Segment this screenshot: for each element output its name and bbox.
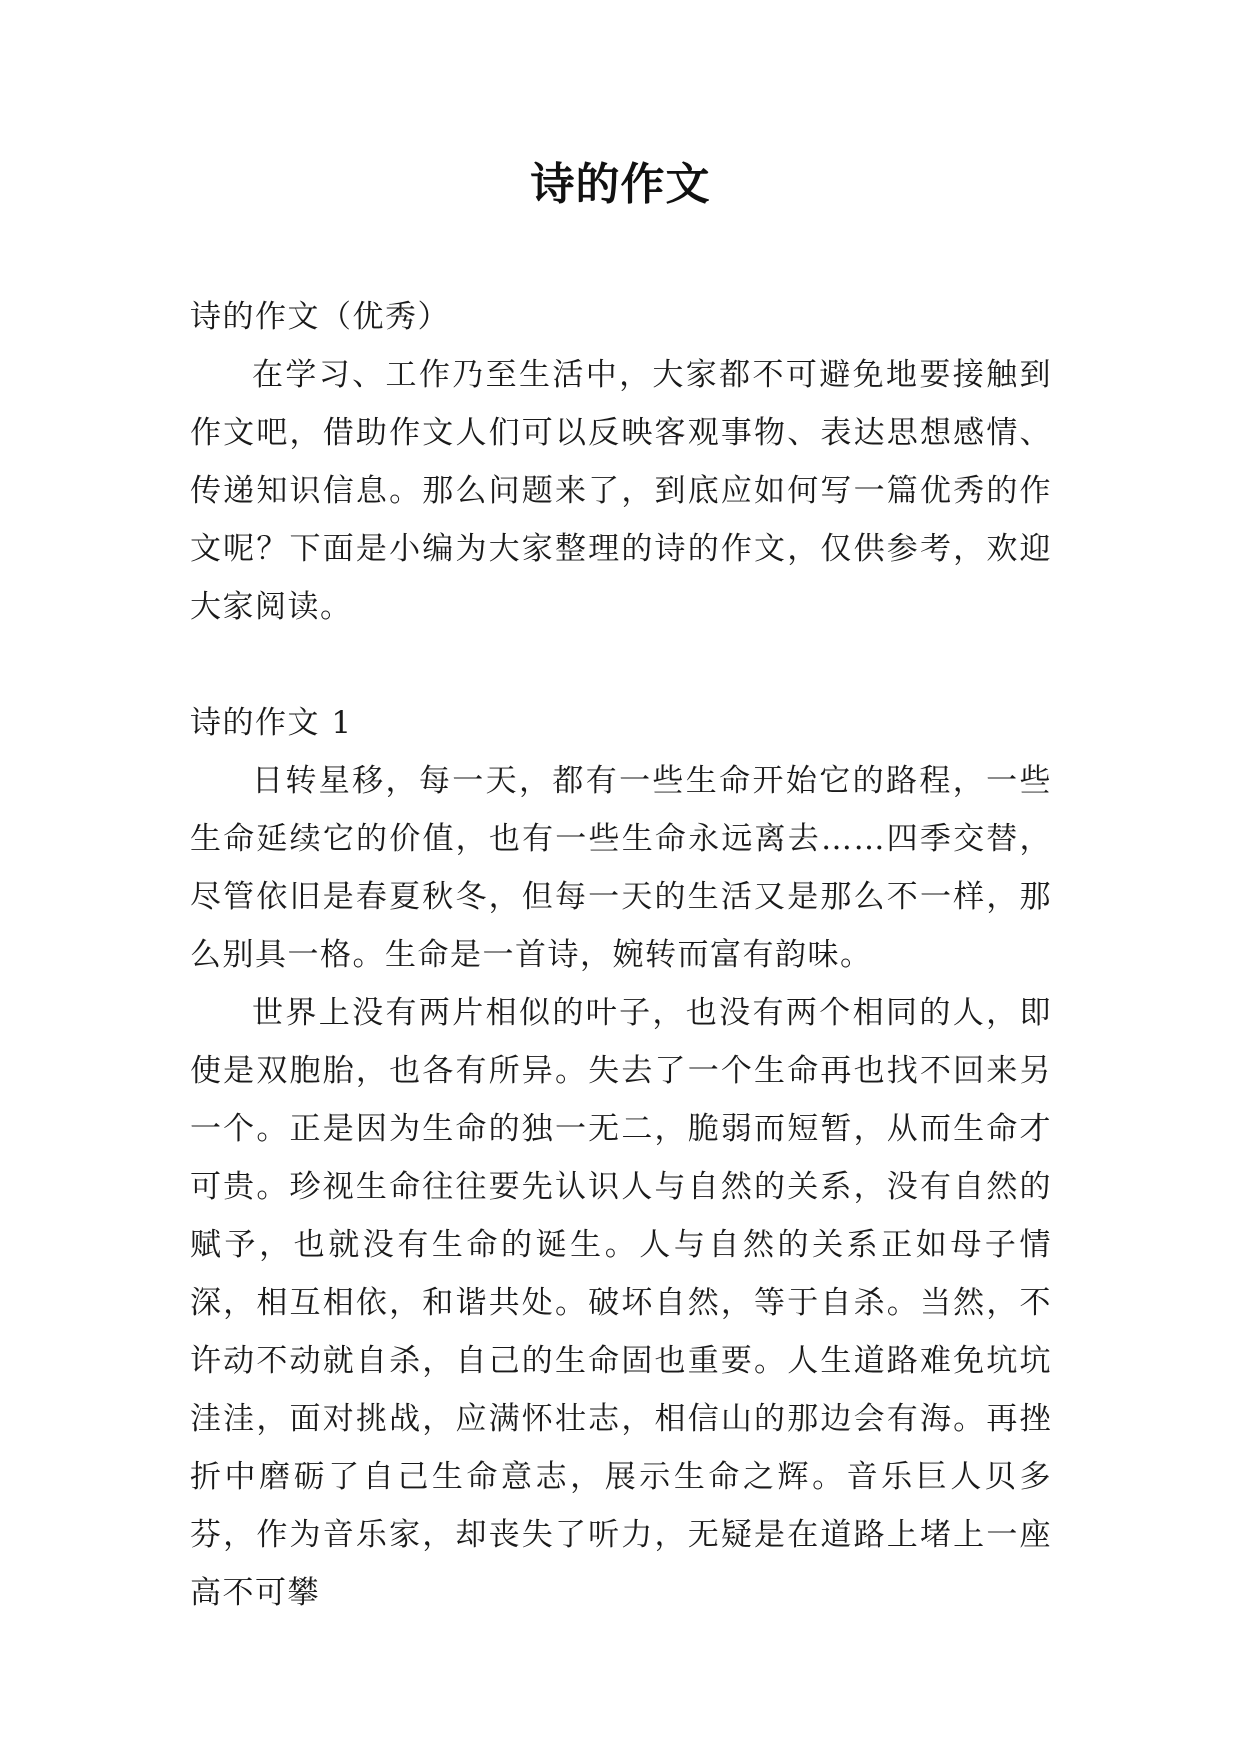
- document-body: [190, 288, 1052, 1622]
- essay-paragraph-2: 世界上没有两片相似的叶子，也没有两个相同的人，即使是双胞胎，也各有所异。失去了一个生命再也找不回来另一个。正是因为生命的独一无二，脆弱而短暂，从而生命才可贵。珍视生命往往要先认识人与自然的关系，没有自然的赋予，也就没有生命的诞生。人与自然的关系正如母子情深，相互相依，和谐共处。破坏自然，等于自杀。当然，不许动不动就自杀，自己的生命固也重要。人生道路难免坑坑洼洼，面对挑战，应满怀壮志，相信山的那边会有海。再挫折中磨砺了自己生命意志，展示生命之辉。音乐巨人贝多芬，作为音乐家，却丧失了听力，无疑是在道路上堵上一座高不可攀: [190, 995, 1052, 1611]
- section-heading-intro: 诗的作文（优秀）: [190, 299, 450, 335]
- intro-paragraph: 在学习、工作乃至生活中，大家都不可避免地要接触到作文吧，借助作文人们可以反映客观事物、表达思想感情、传递知识信息。那么问题来了，到底应如何写一篇优秀的作文呢？下面是小编为大家整理的诗的作文，仅供参考，欢迎大家阅读。: [190, 357, 1052, 625]
- document-title: 诗的作文: [530, 159, 711, 210]
- section-spacer: [190, 636, 1052, 694]
- section-heading-essay-1: 诗的作文 1: [190, 705, 353, 741]
- essay-paragraph-1: 日转星移，每一天，都有一些生命开始它的路程，一些生命延续它的价值，也有一些生命永远离去……四季交替，尽管依旧是春夏秋冬，但每一天的生活又是那么不一样，那么别具一格。生命是一首诗，婉转而富有韵味。: [190, 763, 1052, 973]
